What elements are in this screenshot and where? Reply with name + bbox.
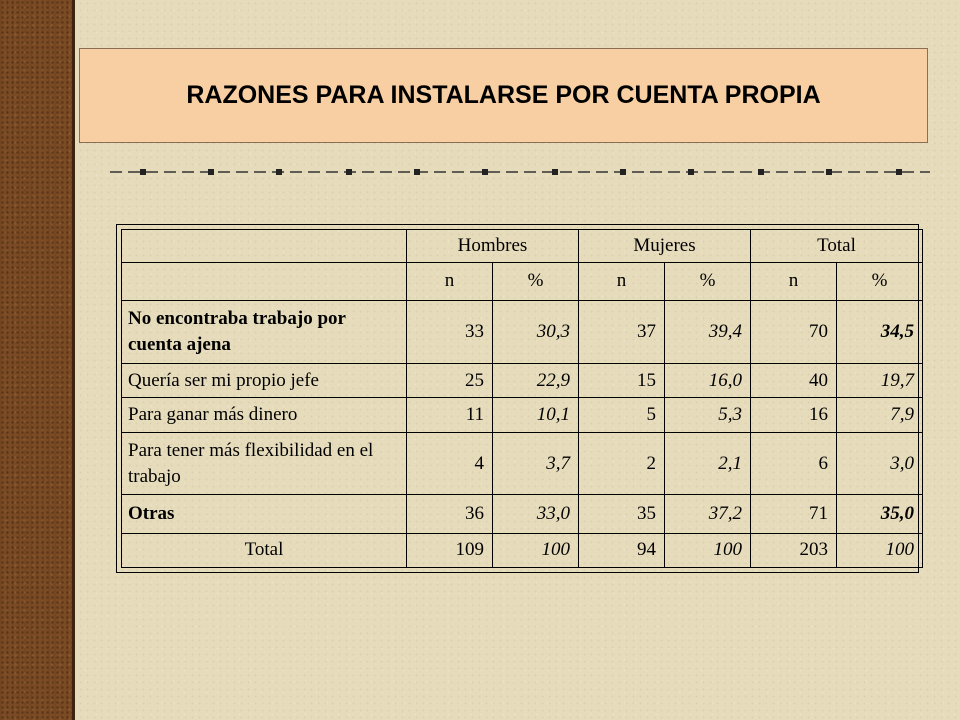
table-row <box>122 432 923 495</box>
subheader-pct: % <box>665 263 751 300</box>
cell-pct: 7,9 <box>837 398 923 432</box>
cell-n: 6 <box>751 432 837 495</box>
cell-n: 70 <box>751 300 837 364</box>
total-pct: 100 <box>837 533 923 567</box>
subheader-n: n <box>579 263 665 300</box>
group-header-mujeres: Mujeres <box>579 230 751 263</box>
page-title: RAZONES PARA INSTALARSE POR CUENTA PROPIA <box>186 81 821 109</box>
group-header-row <box>122 230 923 263</box>
dashed-divider <box>110 164 930 180</box>
subheader-n: n <box>751 263 837 300</box>
sidebar-edge <box>72 0 75 720</box>
cell-n: 5 <box>579 398 665 432</box>
decorative-sidebar <box>0 0 72 720</box>
row-label: Otras <box>122 495 407 533</box>
cell-n: 25 <box>407 364 493 398</box>
group-header-hombres: Hombres <box>407 230 579 263</box>
cell-pct: 34,5 <box>837 300 923 364</box>
cell-n: 40 <box>751 364 837 398</box>
total-row <box>122 533 923 567</box>
subheader-pct: % <box>493 263 579 300</box>
cell-pct: 2,1 <box>665 432 751 495</box>
total-n: 203 <box>751 533 837 567</box>
row-label: Para tener más flexibilidad en el trabajo <box>122 432 407 495</box>
cell-pct: 30,3 <box>493 300 579 364</box>
total-label: Total <box>122 533 407 567</box>
cell-pct: 22,9 <box>493 364 579 398</box>
row-label: Para ganar más dinero <box>122 398 407 432</box>
subheader-n: n <box>407 263 493 300</box>
total-pct: 100 <box>493 533 579 567</box>
cell-n: 16 <box>751 398 837 432</box>
cell-n: 11 <box>407 398 493 432</box>
title-box <box>79 48 928 143</box>
cell-n: 71 <box>751 495 837 533</box>
data-table-frame <box>116 224 919 573</box>
subheader-pct: % <box>837 263 923 300</box>
cell-pct: 3,7 <box>493 432 579 495</box>
row-label: Quería ser mi propio jefe <box>122 364 407 398</box>
cell-n: 2 <box>579 432 665 495</box>
cell-n: 35 <box>579 495 665 533</box>
subheader-row <box>122 263 923 300</box>
header-empty-cell <box>122 230 407 263</box>
total-n: 109 <box>407 533 493 567</box>
cell-pct: 16,0 <box>665 364 751 398</box>
group-header-total: Total <box>751 230 923 263</box>
subheader-empty-cell <box>122 263 407 300</box>
cell-n: 15 <box>579 364 665 398</box>
table-row <box>122 300 923 364</box>
table-row <box>122 495 923 533</box>
cell-n: 33 <box>407 300 493 364</box>
cell-pct: 5,3 <box>665 398 751 432</box>
data-table <box>121 229 923 568</box>
cell-pct: 33,0 <box>493 495 579 533</box>
table-row <box>122 398 923 432</box>
cell-pct: 37,2 <box>665 495 751 533</box>
cell-pct: 39,4 <box>665 300 751 364</box>
row-label: No encontraba trabajo por cuenta ajena <box>122 300 407 364</box>
cell-n: 36 <box>407 495 493 533</box>
total-n: 94 <box>579 533 665 567</box>
total-pct: 100 <box>665 533 751 567</box>
cell-pct: 19,7 <box>837 364 923 398</box>
cell-pct: 3,0 <box>837 432 923 495</box>
cell-pct: 10,1 <box>493 398 579 432</box>
cell-pct: 35,0 <box>837 495 923 533</box>
cell-n: 37 <box>579 300 665 364</box>
cell-n: 4 <box>407 432 493 495</box>
table-row <box>122 364 923 398</box>
